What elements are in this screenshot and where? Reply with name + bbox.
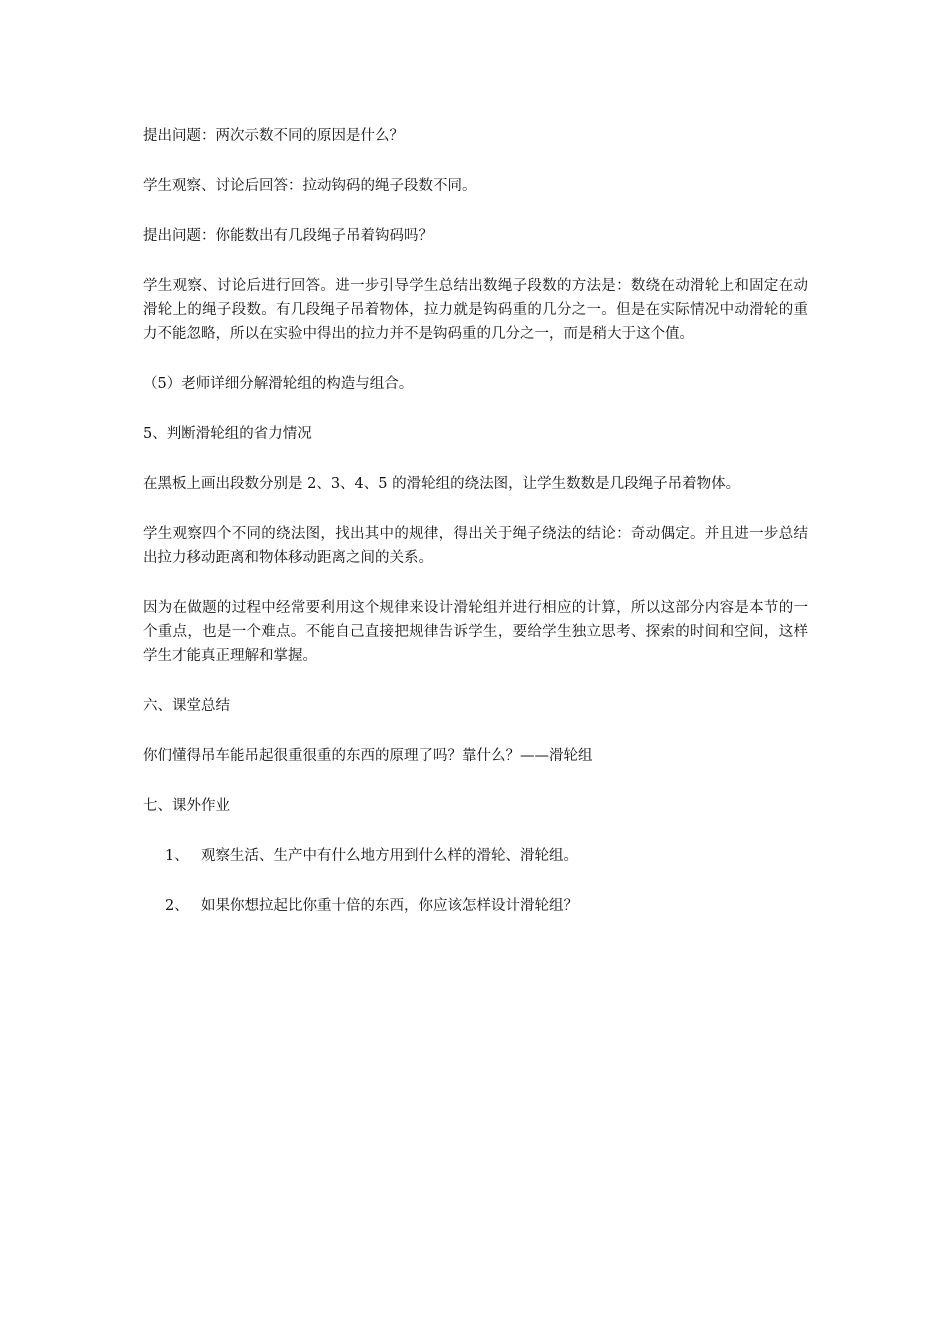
document-body <box>143 124 808 944</box>
paragraph-question-2: 提出问题：你能数出有几段绳子吊着钩码吗？ <box>143 228 433 244</box>
paragraph-answer-2: 学生观察、讨论后进行回答。进一步引导学生总结出数绳子段数的方法是：数绕在动滑轮上和固定在动滑轮上的绳子段数。有几段绳子吊着物体，拉力就是钩码重的几分之一。但是在实际情况中动滑轮的重力不能忽略，所以在实验中得出的拉力并不是钩码重的几分之一，而是稍大于这个值。 <box>143 278 808 342</box>
paragraph-answer-1: 学生观察、讨论后回答：拉动钩码的绳子段数不同。 <box>143 178 477 194</box>
section-heading-summary: 六、课堂总结 <box>143 698 230 714</box>
paragraph-key-point: 因为在做题的过程中经常要利用这个规律来设计滑轮组并进行相应的计算，所以这部分内容是本节的一个重点，也是一个难点。不能自己直接把规律告诉学生，要给学生独立思考、探索的时间和空间，这样学生才能真正理解和掌握。 <box>143 600 808 664</box>
homework-item-text: 如果你想拉起比你重十倍的东西，你应该怎样设计滑轮组？ <box>201 898 578 914</box>
homework-item-number: 2、 <box>165 898 189 914</box>
paragraph-summary: 你们懂得吊车能吊起很重很重的东西的原理了吗？靠什么？——滑轮组 <box>143 748 593 764</box>
paragraph-observation: 学生观察四个不同的绕法图，找出其中的规律，得出关于绳子绕法的结论：奇动偶定。并且进一步总结出拉力移动距离和物体移动距离之间的关系。 <box>143 526 808 566</box>
homework-item-number: 1、 <box>165 848 189 864</box>
homework-item <box>143 894 808 918</box>
paragraph-blackboard: 在黑板上画出段数分别是 2、3、4、5 的滑轮组的绕法图，让学生数数是几段绳子吊着物体。 <box>143 476 741 492</box>
homework-item-text: 观察生活、生产中有什么地方用到什么样的滑轮、滑轮组。 <box>201 848 578 864</box>
homework-item <box>143 844 808 868</box>
paragraph-step-5: （5）老师详细分解滑轮组的构造与组合。 <box>143 376 414 392</box>
section-heading-5: 5、判断滑轮组的省力情况 <box>143 426 312 442</box>
section-heading-homework: 七、课外作业 <box>143 798 230 814</box>
paragraph-question-1: 提出问题：两次示数不同的原因是什么？ <box>143 128 404 144</box>
